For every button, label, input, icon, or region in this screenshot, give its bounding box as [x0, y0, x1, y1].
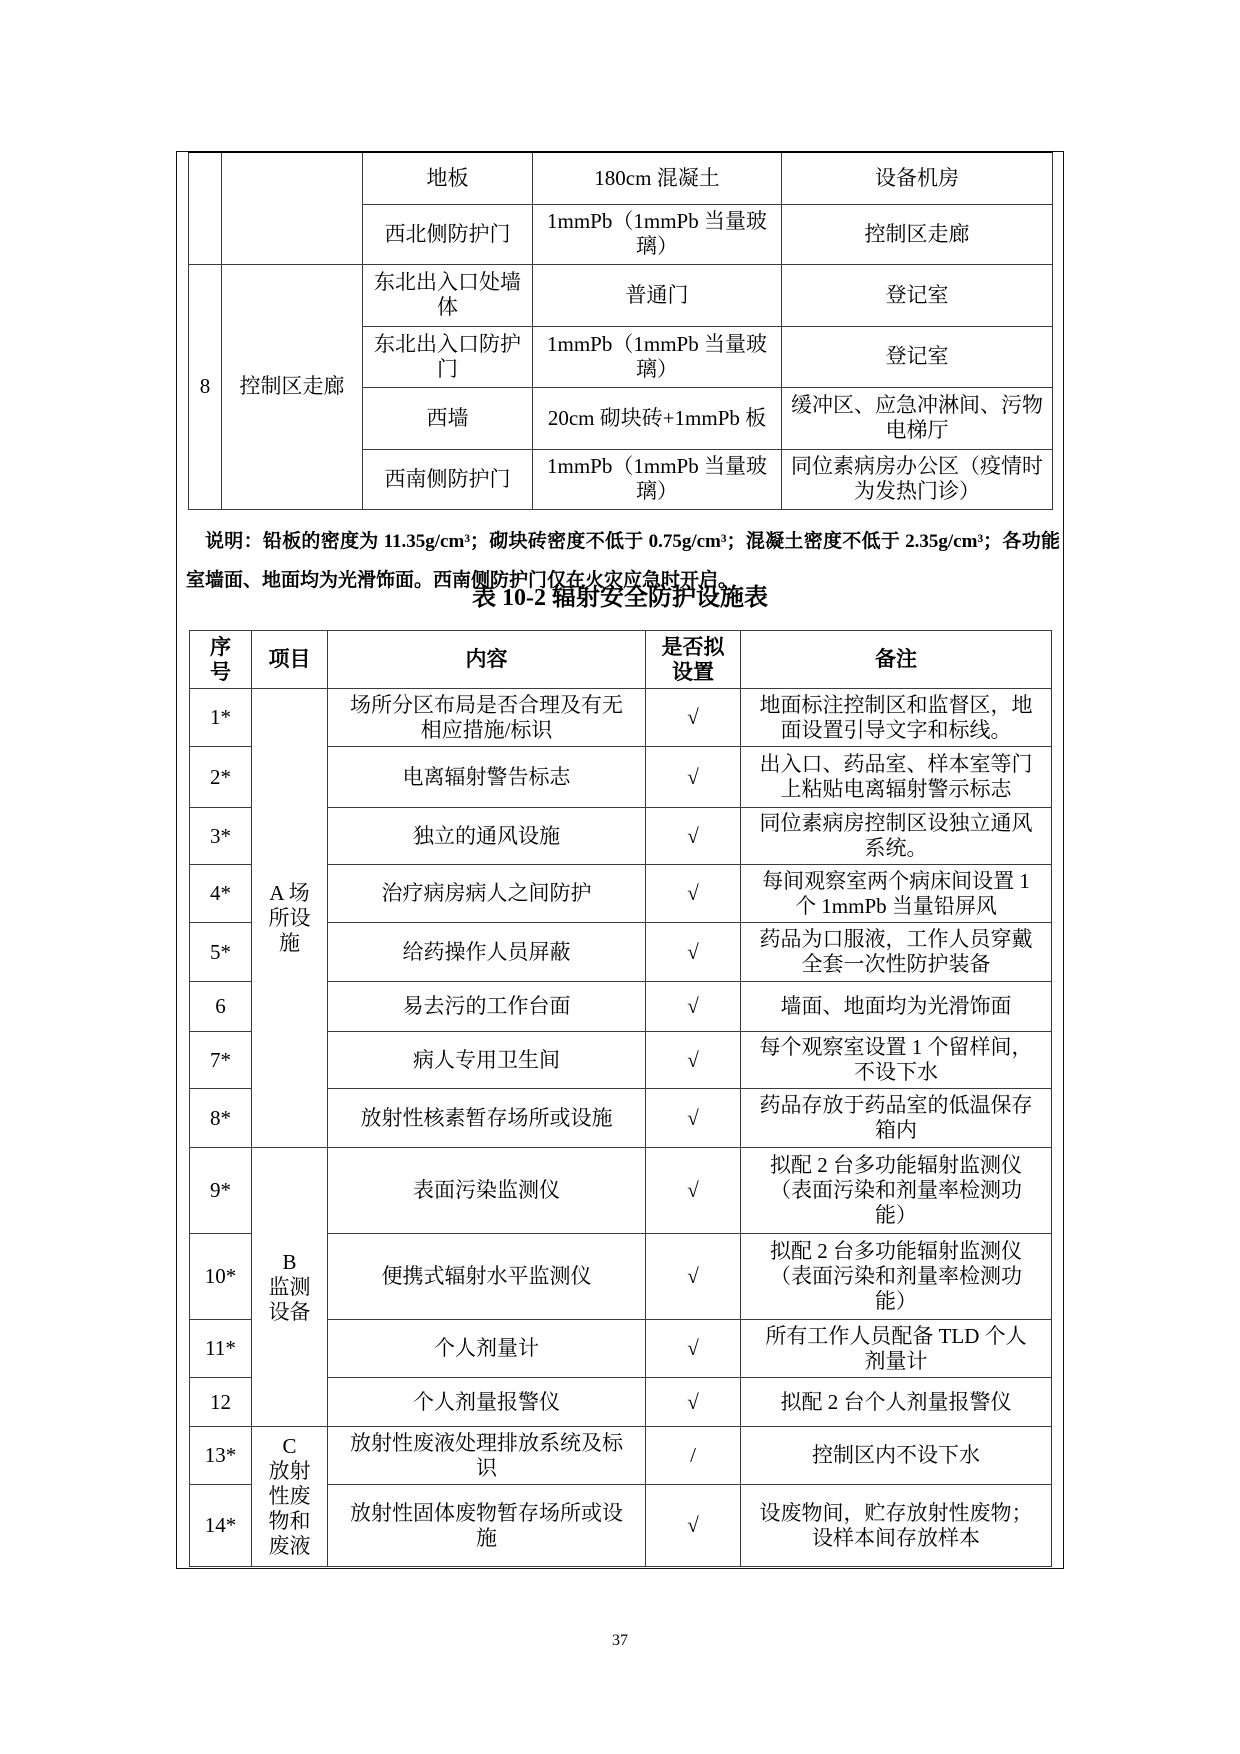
planned-check: √	[646, 982, 741, 1032]
planned-check: √	[646, 747, 741, 808]
no-cell: 13*	[190, 1427, 252, 1485]
adjacent-cell: 登记室	[782, 264, 1053, 326]
planned-check: √	[646, 1089, 741, 1148]
table-row	[189, 264, 1053, 326]
content-cell: 场所分区布局是否合理及有无相应措施/标识	[328, 689, 646, 747]
no-cell: 6	[190, 982, 252, 1032]
adjacent-cell: 设备机房	[782, 152, 1053, 204]
position-cell: 西南侧防护门	[363, 449, 533, 509]
remark-cell: 药品存放于药品室的低温保存箱内	[741, 1089, 1052, 1148]
radiation-safety-table	[189, 630, 1052, 1567]
group-cell-a	[252, 689, 328, 1148]
planned-check: √	[646, 1234, 741, 1320]
content-cell: 个人剂量报警仪	[328, 1378, 646, 1427]
remark-cell: 拟配 2 台个人剂量报警仪	[741, 1378, 1052, 1427]
group-cell-c	[252, 1427, 328, 1567]
no-cell: 11*	[190, 1320, 252, 1378]
group-label-line: 施	[279, 930, 300, 955]
position-cell: 西北侧防护门	[363, 204, 533, 264]
planned-check: √	[646, 865, 741, 923]
remark-cell: 出入口、药品室、样本室等门上粘贴电离辐射警示标志	[741, 747, 1052, 808]
remark-cell: 墙面、地面均为光滑饰面	[741, 982, 1052, 1032]
table-note: 说明：铅板的密度为 11.35g/cm³；砌块砖密度不低于 0.75g/cm³；混凝土密度不低于 2.35g/cm³；各功能室墙面、地面均为光滑饰面。西南侧防护门仅在火灾应急时开启。	[186, 531, 1060, 591]
no-cell: 8*	[190, 1089, 252, 1148]
adjacent-cell: 登记室	[782, 326, 1053, 387]
row-number-cell: 8	[189, 264, 222, 509]
group-cell-b	[252, 1148, 328, 1427]
group-label-line: 物和	[268, 1509, 311, 1533]
material-cell: 1mmPb（1mmPb 当量玻璃）	[533, 449, 782, 509]
no-cell: 7*	[190, 1032, 252, 1089]
table-title: 表 10-2 辐射安全防护设施表	[472, 585, 768, 611]
group-label-line: 所设	[268, 905, 311, 930]
material-cell: 1mmPb（1mmPb 当量玻璃）	[533, 204, 782, 264]
remark-cell: 拟配 2 台多功能辐射监测仪（表面污染和剂量率检测功能）	[741, 1234, 1052, 1320]
group-label-line: C	[282, 1434, 297, 1458]
header-remark: 备注	[741, 631, 1052, 689]
material-cell: 20cm 砌块砖+1mmPb 板	[533, 387, 782, 449]
planned-check: √	[646, 1032, 741, 1089]
content-cell: 放射性固体废物暂存场所或设施	[328, 1485, 646, 1567]
group-label-line: 设备	[268, 1299, 311, 1324]
adjacent-cell: 同位素病房办公区（疫情时为发热门诊）	[782, 449, 1053, 509]
remark-cell: 地面标注控制区和监督区，地面设置引导文字和标线。	[741, 689, 1052, 747]
planned-check: √	[646, 1485, 741, 1567]
remark-cell: 控制区内不设下水	[741, 1427, 1052, 1485]
header-item: 项目	[252, 631, 328, 689]
content-cell: 便携式辐射水平监测仪	[328, 1234, 646, 1320]
planned-check: √	[646, 808, 741, 865]
area-cell	[222, 152, 363, 264]
planned-check: √	[646, 923, 741, 982]
remark-cell: 设废物间，贮存放射性废物；设样本间存放样本	[741, 1485, 1052, 1567]
header-no: 序号	[190, 631, 252, 689]
no-cell: 4*	[190, 865, 252, 923]
content-cell: 放射性核素暂存场所或设施	[328, 1089, 646, 1148]
position-cell: 地板	[363, 152, 533, 204]
page-number: 37	[612, 1632, 628, 1649]
group-label-line: 放射	[268, 1459, 311, 1483]
remark-cell: 每间观察室两个病床间设置 1 个 1mmPb 当量铅屏风	[741, 865, 1052, 923]
table-row	[189, 152, 1053, 204]
no-cell: 1*	[190, 689, 252, 747]
material-cell: 普通门	[533, 264, 782, 326]
group-label-line: B	[282, 1249, 297, 1274]
group-label-line: 性废	[268, 1484, 311, 1508]
position-cell: 东北出入口处墙体	[363, 264, 533, 326]
material-cell: 1mmPb（1mmPb 当量玻璃）	[533, 326, 782, 387]
group-label-line: A 场	[269, 880, 310, 905]
planned-check: √	[646, 1320, 741, 1378]
content-cell: 病人专用卫生间	[328, 1032, 646, 1089]
position-cell: 东北出入口防护门	[363, 326, 533, 387]
remark-cell: 同位素病房控制区设独立通风系统。	[741, 808, 1052, 865]
content-cell: 放射性废液处理排放系统及标识	[328, 1427, 646, 1485]
table-row	[190, 689, 1052, 747]
content-cell: 给药操作人员屏蔽	[328, 923, 646, 982]
content-cell: 治疗病房病人之间防护	[328, 865, 646, 923]
content-cell: 表面污染监测仪	[328, 1148, 646, 1234]
planned-check: √	[646, 1148, 741, 1234]
no-cell: 3*	[190, 808, 252, 865]
header-row	[190, 631, 1052, 689]
content-cell: 个人剂量计	[328, 1320, 646, 1378]
area-cell: 控制区走廊	[222, 264, 363, 509]
shielding-table-continued	[188, 151, 1053, 510]
no-cell: 12	[190, 1378, 252, 1427]
planned-check: √	[646, 689, 741, 747]
planned-check: √	[646, 1378, 741, 1427]
group-label-line: 废液	[268, 1534, 311, 1558]
table-row	[190, 1427, 1052, 1485]
position-cell: 西墙	[363, 387, 533, 449]
header-planned: 是否拟设置	[646, 631, 741, 689]
no-cell: 14*	[190, 1485, 252, 1567]
row-number-cell	[189, 152, 222, 264]
remark-cell: 拟配 2 台多功能辐射监测仪（表面污染和剂量率检测功能）	[741, 1148, 1052, 1234]
content-cell: 独立的通风设施	[328, 808, 646, 865]
no-cell: 5*	[190, 923, 252, 982]
adjacent-cell: 缓冲区、应急冲淋间、污物电梯厅	[782, 387, 1053, 449]
header-content: 内容	[328, 631, 646, 689]
adjacent-cell: 控制区走廊	[782, 204, 1053, 264]
no-cell: 2*	[190, 747, 252, 808]
no-cell: 9*	[190, 1148, 252, 1234]
group-label-line: 监测	[268, 1274, 311, 1299]
table-row	[190, 1148, 1052, 1234]
content-cell: 易去污的工作台面	[328, 982, 646, 1032]
content-cell: 电离辐射警告标志	[328, 747, 646, 808]
material-cell: 180cm 混凝土	[533, 152, 782, 204]
planned-check: /	[646, 1427, 741, 1485]
remark-cell: 所有工作人员配备 TLD 个人剂量计	[741, 1320, 1052, 1378]
remark-cell: 药品为口服液，工作人员穿戴全套一次性防护装备	[741, 923, 1052, 982]
remark-cell: 每个观察室设置 1 个留样间，不设下水	[741, 1032, 1052, 1089]
no-cell: 10*	[190, 1234, 252, 1320]
